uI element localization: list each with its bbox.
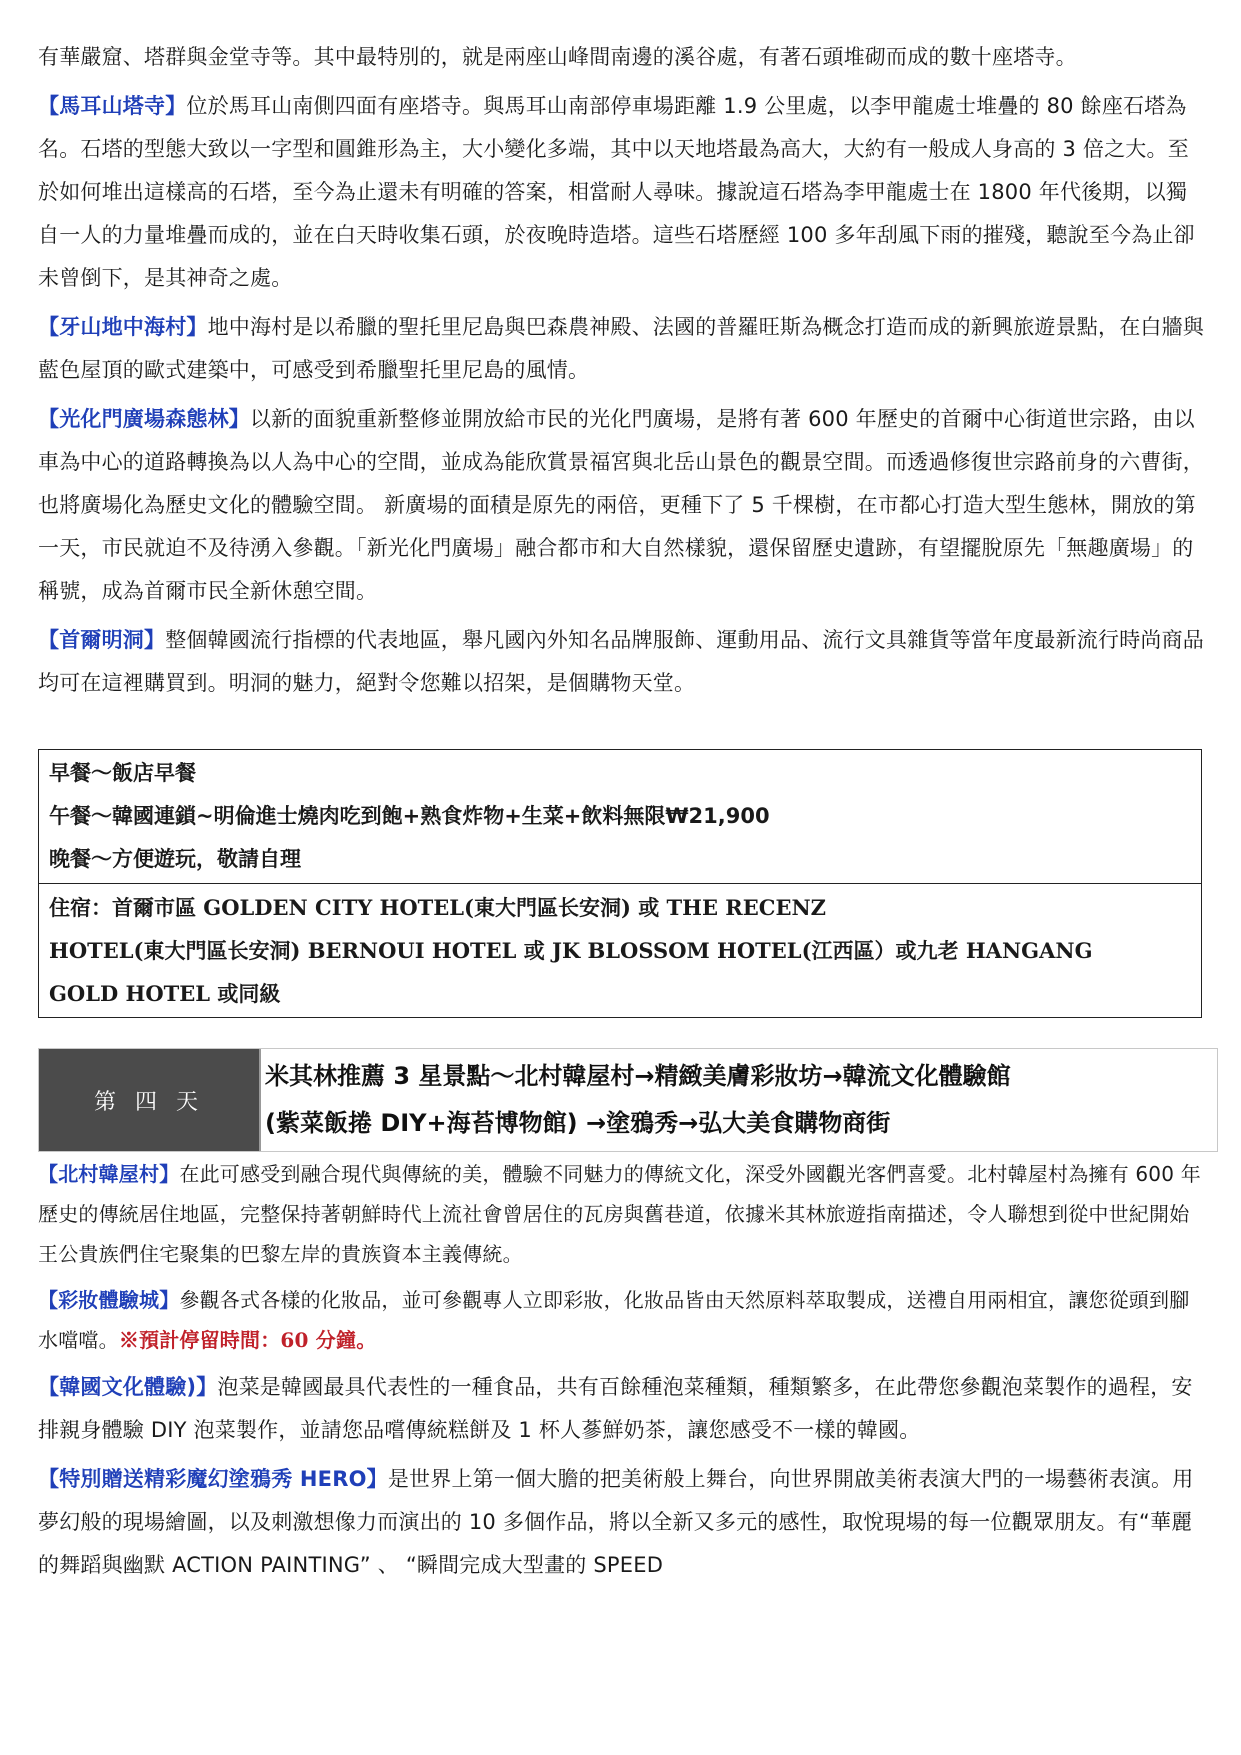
section-text: 參觀各式各樣的化妝品，並可參觀專人立即彩妝，化妝品皆由天然原料萃取製成，送禮自用兩相宜，讓您從頭到腳水噹噹。 [38, 1288, 1190, 1352]
section-hero-show [38, 1458, 1208, 1587]
stay-time-note: ※預計停留時間：60 分鐘。 [118, 1328, 377, 1352]
intro-paragraph: 有華嚴窟、塔群與金堂寺等。其中最特別的，就是兩座山峰間南邊的溪谷處，有著石頭堆砌而成的數十座塔寺。 [38, 45, 1077, 69]
section-text: 在此可感受到融合現代與傳統的美，體驗不同魅力的傳統文化，深受外國觀光客們喜愛。北村韓屋村為擁有 600 年歷史的傳統居住地區，完整保持著朝鮮時代上流社會曾居住的瓦房與舊巷道，依據米其林旅遊指南描述，令人聯想到從中世紀開始王公貴族們住宅聚集的巴黎左岸的貴族資本主義傳統。 [38, 1162, 1201, 1266]
itinerary-page [38, 36, 1208, 1593]
section-title: 【韓國文化體驗)】 [38, 1375, 218, 1399]
hotel-line: 住宿：首爾市區 GOLDEN CITY HOTEL(東大門區长安洞) 或 THE RECENZ [49, 895, 827, 920]
hotel-info [39, 884, 1201, 1017]
section-text: 地中海村是以希臘的聖托里尼島與巴森農神殿、法國的普羅旺斯為概念打造而成的新興旅遊景點，在白牆與藍色屋頂的歐式建築中，可感受到希臘聖托里尼島的風情。 [38, 315, 1205, 382]
hotel-line: HOTEL(東大門區长安洞) BERNOUI HOTEL 或 JK BLOSSOM HOTEL(江西區）或九老 HANGANG [49, 938, 1093, 963]
day-title-line: (紫菜飯捲 DIY+海苔博物館) →塗鴉秀→弘大美食購物商街 [265, 1109, 891, 1137]
day-label: 第 四 天 [39, 1049, 259, 1151]
meals-list [39, 750, 1201, 884]
section-title: 【首爾明洞】 [38, 628, 166, 652]
day-header [38, 1048, 1218, 1152]
section-text: 以新的面貌重新整修並開放給市民的光化門廣場，是將有著 600 年歷史的首爾中心街道世宗路，由以車為中心的道路轉換為以人為中心的空間，並成為能欣賞景福宮與北岳山景色的觀景空間。而透過修復世宗路前身的六曹街，也將廣場化為歷史文化的體驗空間。 新廣場的面積是原先的兩倍，更種下了 5 千棵樹，在市都心打造大型生態林，開放的第一天，市民就迫不及待湧入參觀。「新光化門廣場」融合都市和大自然樣貌，還保留歷史遺跡，有望擺脫原先「無趣廣場」的稱號，成為首爾市民全新休憩空間。 [38, 407, 1204, 603]
day-title-line: 米其林推薦 3 星景點～北村韓屋村→精緻美膚彩妝坊→韓流文化體驗館 [265, 1062, 1011, 1090]
meals-box [38, 749, 1202, 1018]
hotel-line: GOLD HOTEL 或同級 [49, 981, 281, 1006]
section-text: 整個韓國流行指標的代表地區，舉凡國內外知名品牌服飾、運動用品、流行文具雜貨等當年度最新流行時尚商品均可在這裡購買到。明洞的魅力，絕對令您難以招架，是個購物天堂。 [38, 628, 1204, 695]
section-asan-village [38, 306, 1208, 392]
section-title: 【北村韓屋村】 [38, 1162, 180, 1186]
section-gwanghwamun [38, 398, 1208, 613]
day-title [259, 1049, 1217, 1151]
breakfast-line: 早餐～飯店早餐 [49, 761, 196, 785]
section-title: 【彩妝體驗城】 [38, 1288, 180, 1312]
section-text: 是世界上第一個大膽的把美術般上舞台，向世界開啟美術表演大門的一場藝術表演。用夢幻般的現場繪圖，以及刺激想像力而演出的 10 多個作品，將以全新又多元的感性，取悅現場的每一位觀眾朋友。有“華麗的舞蹈與幽默 ACTION PAINTING” 、 “瞬間完成大型畫的 SPEED [38, 1467, 1194, 1577]
section-title: 【牙山地中海村】 [38, 315, 208, 339]
section-title: 【光化門廣場森態林】 [38, 407, 250, 431]
section-makeup [38, 1280, 1208, 1360]
section-myeongdong [38, 619, 1208, 705]
lunch-line: 午餐～韓國連鎖~明倫進士燒肉吃到飽+熟食炸物+生菜+飲料無限₩21,900 [49, 804, 770, 828]
section-korean-culture [38, 1366, 1208, 1452]
dinner-line: 晚餐～方便遊玩，敬請自理 [49, 847, 301, 871]
section-text: 位於馬耳山南側四面有座塔寺。與馬耳山南部停車場距離 1.9 公里處，以李甲龍處士堆疊的 80 餘座石塔為名。石塔的型態大致以一字型和圓錐形為主，大小變化多端，其中以天地塔最為高大，大約有一般成人身高的 3 倍之大。至於如何堆出這樣高的石塔，至今為止還未有明確的答案，相當耐人尋味。據說這石塔為李甲龍處士在 1800 年代後期，以獨自一人的力量堆疊而成的，並在白天時收集石頭，於夜晚時造塔。這些石塔歷經 100 多年刮風下雨的摧殘，聽說至今為止卻未曾倒下，是其神奇之處。 [38, 94, 1195, 290]
section-bukchon [38, 1154, 1208, 1274]
section-title: 【馬耳山塔寺】 [38, 94, 187, 118]
section-text: 泡菜是韓國最具代表性的一種食品，共有百餘種泡菜種類，種類繁多，在此帶您參觀泡菜製作的過程，安排親身體驗 DIY 泡菜製作，並請您品嚐傳統糕餅及 1 杯人蔘鮮奶茶，讓您感受不一樣的韓國。 [38, 1375, 1193, 1442]
section-title: 【特別贈送精彩魔幻塗鴉秀 HERO】 [38, 1467, 388, 1491]
section-mai-san-temple [38, 85, 1208, 300]
